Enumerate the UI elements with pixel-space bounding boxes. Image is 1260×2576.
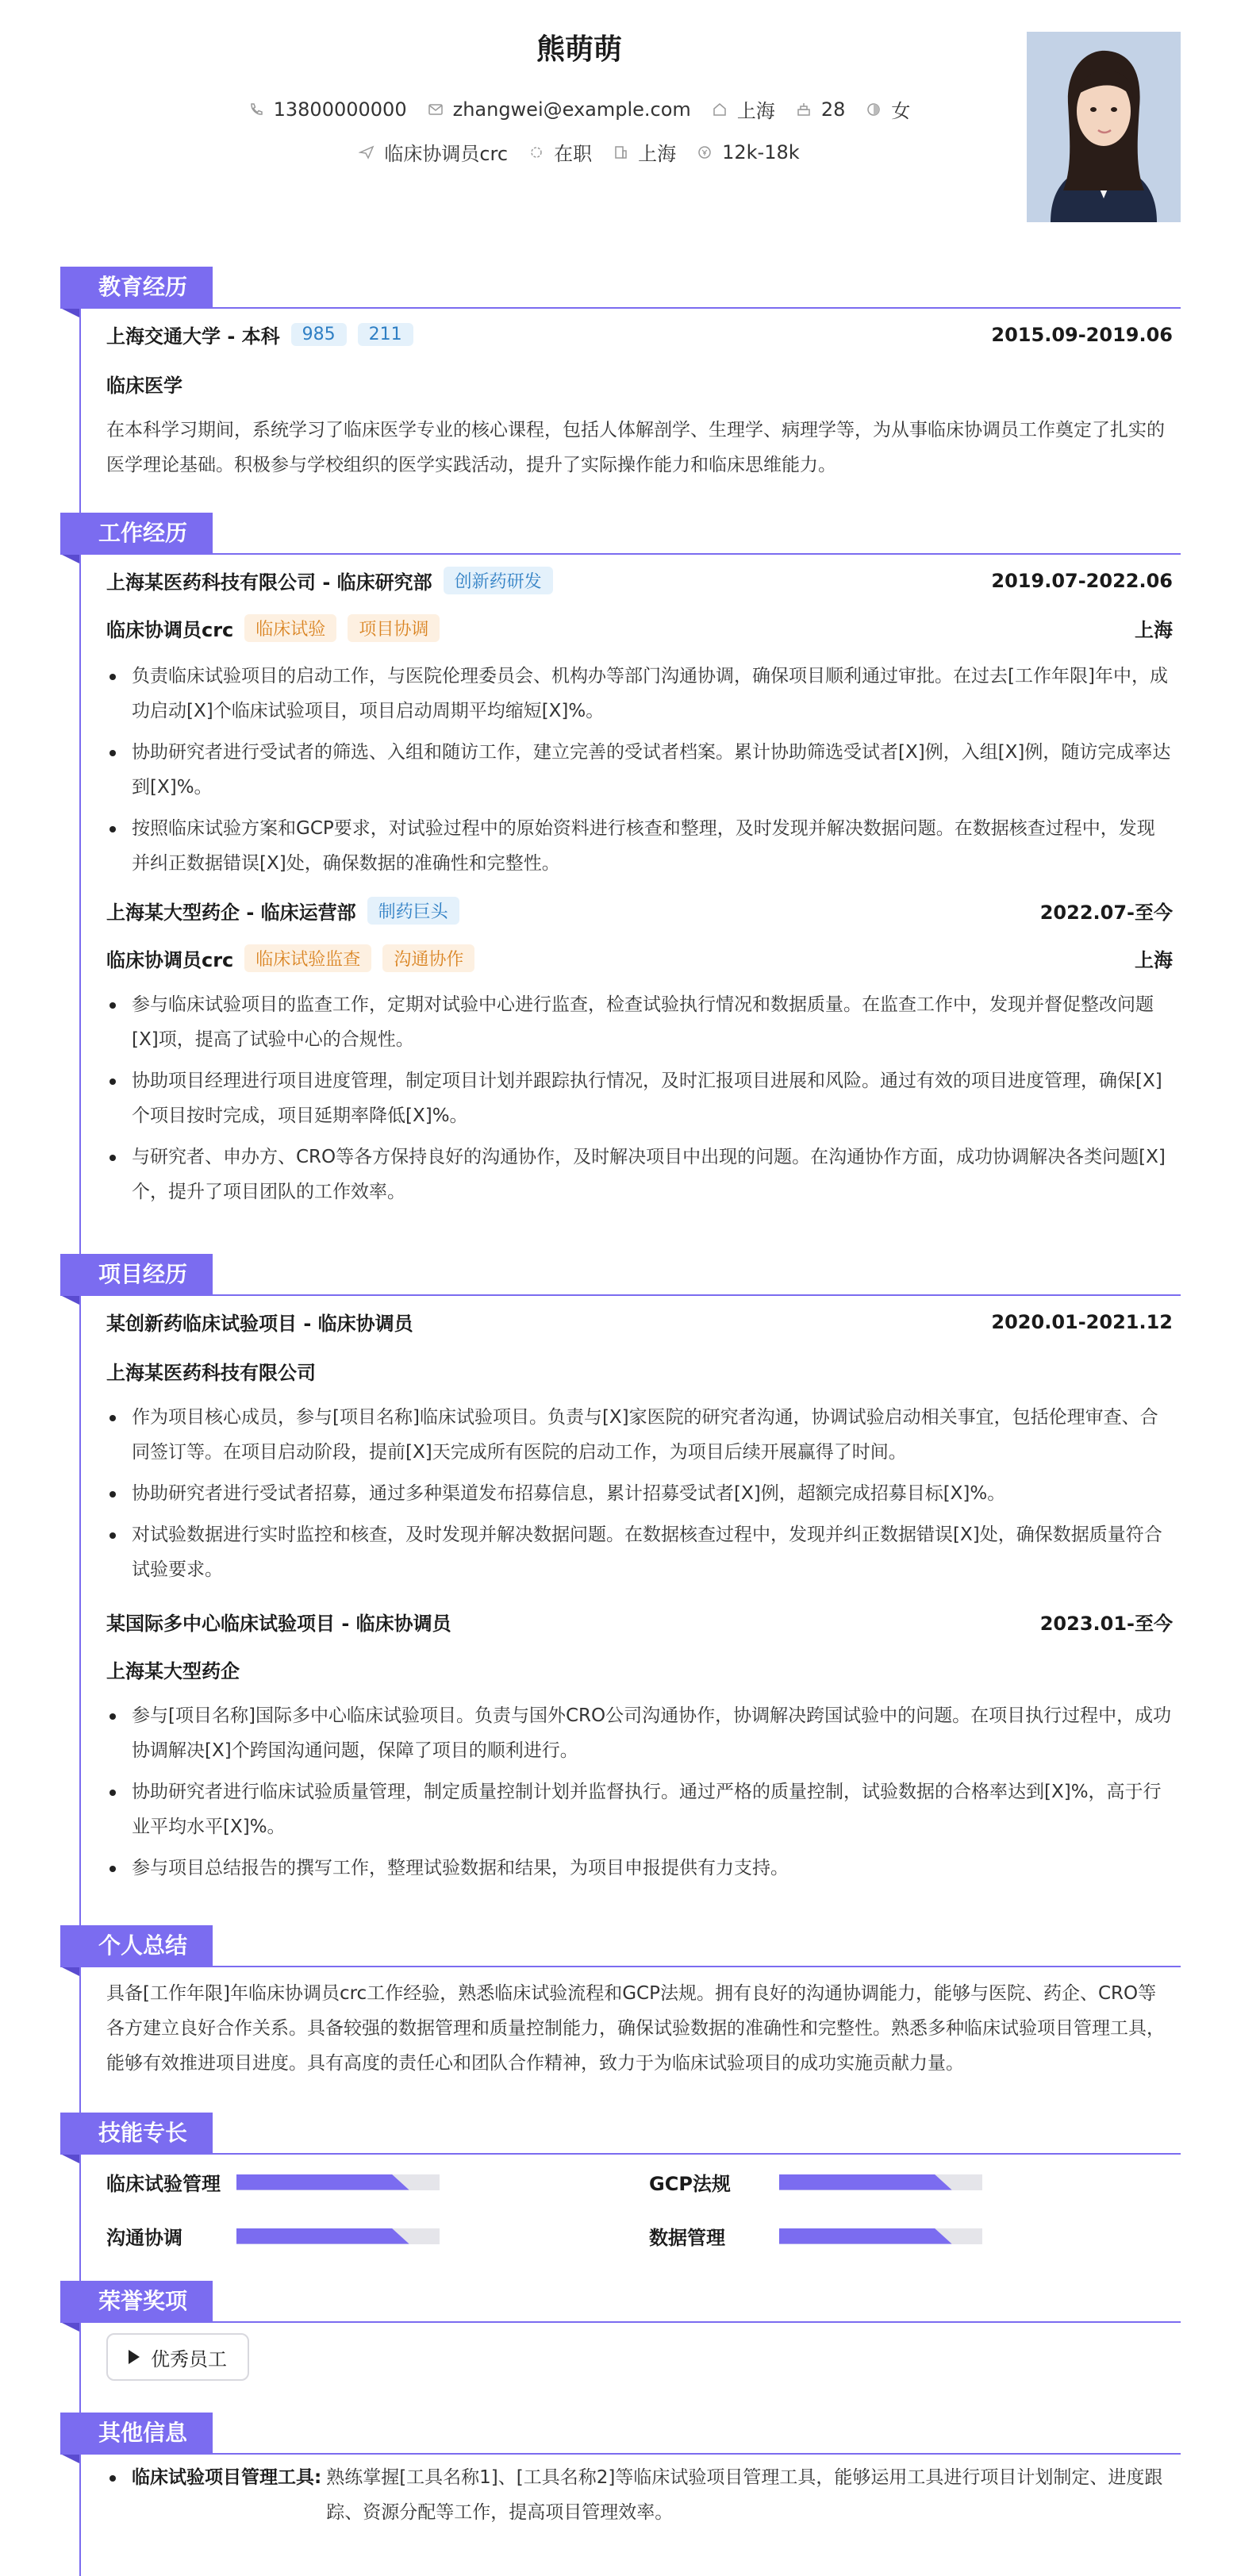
resume-header bbox=[0, 0, 1260, 238]
position-item bbox=[359, 138, 508, 166]
section-work-header bbox=[60, 513, 1181, 554]
list-item: 协助研究者进行受试者的筛选、入组和随访工作，建立完善的受试者档案。累计协助筛选受试者[X]例，入组[X]例，随访完成率达到[X]%。 bbox=[106, 735, 1173, 805]
play-icon bbox=[129, 2350, 140, 2364]
list-item: 协助研究者进行临床试验质量管理，制定质量控制计划并监督执行。通过严格的质量控制，试验数据的合格率达到[X]%，高于行业平均水平[X]%。 bbox=[106, 1774, 1173, 1844]
section-title: 其他信息 bbox=[60, 2413, 213, 2454]
section-rule bbox=[60, 307, 1181, 309]
skill-item bbox=[649, 2222, 982, 2250]
portrait-illustration bbox=[1027, 32, 1181, 222]
award-label: 优秀员工 bbox=[151, 2347, 227, 2370]
education-description: 在本科学习期间，系统学习了临床医学专业的核心课程，包括人体解剖学、生理学、病理学等，为从事临床协调员工作奠定了扎实的医学理论基础。积极参与学校组织的医学实践活动，提升了实际操作能力和临床思维能力。 bbox=[106, 420, 1165, 475]
work-bullets bbox=[106, 987, 1173, 1216]
skill-bar bbox=[779, 2228, 982, 2244]
section-rule bbox=[60, 1294, 1181, 1296]
project-title: 某国际多中心临床试验项目 - 临床协调员 bbox=[106, 1613, 451, 1635]
section-honors-header bbox=[60, 2281, 1181, 2322]
job-role: 临床协调员crc bbox=[106, 619, 234, 641]
list-item: 负责临床试验项目的启动工作，与医院伦理委员会、机构办等部门沟通协调，确保项目顺利通过审批。在过去[工作年限]年中，成功启动[X]个临床试验项目，项目启动周期平均缩短[X]%。 bbox=[106, 659, 1173, 729]
skill-item bbox=[649, 2168, 982, 2196]
section-education-header bbox=[60, 267, 1181, 308]
project-bullets bbox=[106, 1698, 1173, 1892]
skill-tag: 临床试验 bbox=[244, 614, 336, 642]
gender-item bbox=[866, 95, 910, 123]
salary-item bbox=[697, 141, 800, 163]
list-item: 参与项目总结报告的撰写工作，整理试验数据和结果，为项目申报提供有力支持。 bbox=[106, 1851, 1173, 1886]
work-city: 上海 bbox=[1135, 949, 1173, 971]
project-date: 2020.01-2021.12 bbox=[991, 1310, 1173, 1333]
school-tag: 985 bbox=[291, 323, 347, 346]
company-name: 上海某大型药企 - 临床运营部 bbox=[106, 902, 356, 924]
work-city: 上海 bbox=[1135, 619, 1173, 641]
skill-bar bbox=[236, 2174, 440, 2190]
list-item: 协助研究者进行受试者招募，通过多种渠道发布招募信息，累计招募受试者[X]例，超额完成招募目标[X]%。 bbox=[106, 1476, 1173, 1511]
other-info-key: 临床试验项目管理工具: bbox=[132, 2467, 322, 2488]
age-item bbox=[796, 98, 846, 121]
city-item bbox=[712, 95, 775, 123]
skill-name: GCP法规 bbox=[649, 2173, 731, 2195]
section-title: 技能专长 bbox=[60, 2113, 213, 2154]
phone-item bbox=[248, 98, 407, 121]
skill-name: 临床试验管理 bbox=[106, 2173, 221, 2195]
mail-icon bbox=[428, 102, 444, 117]
skill-name: 沟通协调 bbox=[106, 2227, 182, 2249]
skill-bar bbox=[236, 2228, 440, 2244]
building-icon bbox=[613, 144, 628, 160]
education-date: 2015.09-2019.06 bbox=[991, 323, 1173, 346]
summary-text: 具备[工作年限]年临床协调员crc工作经验，熟悉临床试验流程和GCP法规。拥有良好的沟通协调能力，能够与医院、药企、CRO等各方建立良好合作关系。具备较强的数据管理和质量控制能力，确保试验数据的准确性和完整性。熟悉多种临床试验项目管理工具，能够有效推进项目进度。具有高度的责任心和团队合作精神，致力于为临床试验项目的成功实施贡献力量。 bbox=[106, 1983, 1165, 2074]
project-title: 某创新药临床试验项目 - 临床协调员 bbox=[106, 1313, 413, 1335]
timeline-line bbox=[79, 286, 81, 2576]
other-info-item bbox=[106, 2460, 1173, 2530]
work-date: 2019.07-2022.06 bbox=[991, 569, 1173, 592]
section-title: 荣誉奖项 bbox=[60, 2281, 213, 2322]
section-rule bbox=[60, 2321, 1181, 2323]
project-org: 上海某大型药企 bbox=[106, 1660, 240, 1682]
skill-item bbox=[106, 2222, 440, 2250]
award-item[interactable] bbox=[106, 2333, 249, 2381]
bullet-dot bbox=[106, 2460, 132, 2530]
skill-bar-fill bbox=[779, 2228, 952, 2244]
status-text: 在职 bbox=[554, 143, 593, 165]
city-text: 上海 bbox=[736, 100, 775, 122]
work-city-text: 上海 bbox=[638, 143, 677, 165]
project-org: 上海某医药科技有限公司 bbox=[106, 1362, 316, 1384]
skill-bar-fill bbox=[236, 2228, 409, 2244]
skill-tag: 临床试验监查 bbox=[244, 944, 371, 972]
company-tag: 创新药研发 bbox=[444, 567, 553, 594]
phone-icon bbox=[248, 102, 264, 117]
list-item: 作为项目核心成员，参与[项目名称]临床试验项目。负责与[X]家医院的研究者沟通，协调试验启动相关事宜，包括伦理审查、合同签订等。在项目启动阶段，提前[X]天完成所有医院的启动工作，为项目后续开展赢得了时间。 bbox=[106, 1400, 1173, 1470]
section-rule bbox=[60, 2453, 1181, 2455]
section-title: 项目经历 bbox=[60, 1254, 213, 1295]
project-bullets bbox=[106, 1400, 1173, 1594]
section-title: 教育经历 bbox=[60, 267, 213, 308]
work-date: 2022.07-至今 bbox=[1039, 902, 1173, 924]
status-item bbox=[528, 138, 592, 166]
email-item bbox=[428, 98, 691, 121]
company-name: 上海某医药科技有限公司 - 临床研究部 bbox=[106, 571, 432, 594]
major: 临床医学 bbox=[106, 375, 182, 397]
project-row bbox=[106, 1308, 1173, 1336]
email-text: zhangwei@example.com bbox=[452, 98, 691, 121]
skill-bar-fill bbox=[779, 2174, 952, 2190]
school-tag: 211 bbox=[358, 323, 413, 346]
skill-bar bbox=[779, 2174, 982, 2190]
project-row bbox=[106, 1608, 1173, 1636]
section-skills-header bbox=[60, 2113, 1181, 2154]
list-item: 与研究者、申办方、CRO等各方保持良好的沟通协作，及时解决项目中出现的问题。在沟通协作方面，成功协调解决各类问题[X]个，提升了项目团队的工作效率。 bbox=[106, 1140, 1173, 1209]
work-city-item bbox=[613, 138, 676, 166]
section-rule bbox=[60, 2153, 1181, 2155]
list-item: 对试验数据进行实时监控和核查，及时发现并解决数据问题。在数据核查过程中，发现并纠正数据错误[X]处，确保数据质量符合试验要求。 bbox=[106, 1517, 1173, 1587]
skill-item bbox=[106, 2168, 440, 2196]
work-company-row bbox=[106, 567, 1173, 594]
skill-name: 数据管理 bbox=[649, 2227, 725, 2249]
other-info-value: 熟练掌握[工具名称1]、[工具名称2]等临床试验项目管理工具，能够运用工具进行项目计划制定、进度跟踪、资源分配等工作，提高项目管理效率。 bbox=[326, 2467, 1163, 2523]
company-tag: 制药巨头 bbox=[367, 897, 459, 925]
coin-icon bbox=[697, 144, 713, 160]
salary-text: 12k-18k bbox=[722, 140, 800, 163]
contact-row bbox=[0, 95, 1158, 123]
skill-tag: 项目协调 bbox=[348, 614, 440, 642]
gender-icon bbox=[866, 102, 882, 117]
phone-text: 13800000000 bbox=[273, 98, 407, 121]
skill-tag: 沟通协作 bbox=[382, 944, 474, 972]
position-text: 临床协调员crc bbox=[384, 143, 509, 165]
cake-icon bbox=[796, 102, 812, 117]
section-project-header bbox=[60, 1254, 1181, 1295]
work-role-row bbox=[106, 614, 1173, 642]
work-company-row bbox=[106, 897, 1173, 925]
section-rule bbox=[60, 1966, 1181, 1967]
section-summary-header bbox=[60, 1925, 1181, 1967]
section-other-header bbox=[60, 2413, 1181, 2454]
education-row bbox=[106, 321, 1173, 348]
school-name: 上海交通大学 - 本科 bbox=[106, 325, 280, 348]
skill-bar-fill bbox=[236, 2174, 409, 2190]
job-intent-row bbox=[0, 138, 1158, 166]
project-date: 2023.01-至今 bbox=[1039, 1613, 1173, 1635]
job-role: 临床协调员crc bbox=[106, 949, 234, 971]
work-role-row bbox=[106, 944, 1173, 972]
list-item: 按照临床试验方案和GCP要求，对试验过程中的原始资料进行核查和整理，及时发现并解决数据问题。在数据核查过程中，发现并纠正数据错误[X]处，确保数据的准确性和完整性。 bbox=[106, 811, 1173, 881]
age-text: 28 bbox=[820, 98, 846, 121]
home-icon bbox=[712, 102, 728, 117]
profile-photo bbox=[1027, 32, 1181, 222]
list-item: 参与[项目名称]国际多中心临床试验项目。负责与国外CRO公司沟通协作，协调解决跨国试验中的问题。在项目执行过程中，成功协调解决[X]个跨国沟通问题，保障了项目的顺利进行。 bbox=[106, 1698, 1173, 1768]
gender-text: 女 bbox=[891, 100, 911, 122]
status-icon bbox=[528, 144, 544, 160]
section-title: 个人总结 bbox=[60, 1925, 213, 1967]
section-title: 工作经历 bbox=[60, 513, 213, 554]
work-bullets bbox=[106, 659, 1173, 887]
list-item: 协助项目经理进行项目进度管理，制定项目计划并跟踪执行情况，及时汇报项目进展和风险。通过有效的项目进度管理，确保[X]个项目按时完成，项目延期率降低[X]%。 bbox=[106, 1063, 1173, 1133]
section-rule bbox=[60, 553, 1181, 555]
list-item: 参与临床试验项目的监查工作，定期对试验中心进行监查，检查试验执行情况和数据质量。在监查工作中，发现并督促整改问题[X]项，提高了试验中心的合规性。 bbox=[106, 987, 1173, 1057]
candidate-name: 熊萌萌 bbox=[536, 33, 622, 66]
send-icon bbox=[359, 144, 375, 160]
